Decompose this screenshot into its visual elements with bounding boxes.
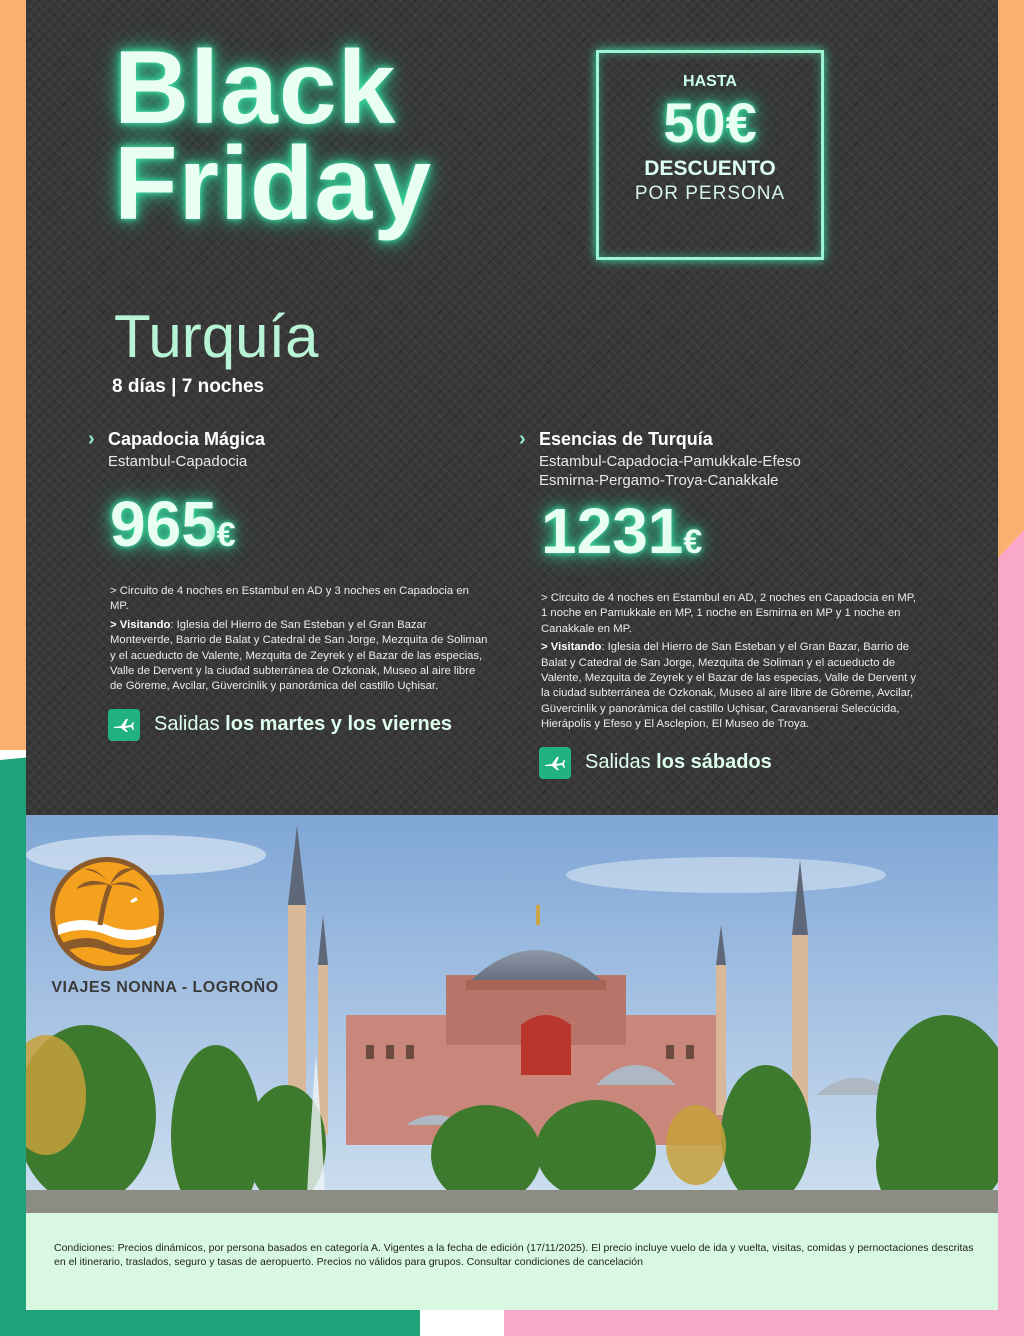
route-header	[519, 426, 919, 490]
title-line-2: Friday	[114, 126, 433, 242]
agency-logo	[48, 855, 282, 997]
airplane-icon	[539, 747, 571, 779]
price-value: 965	[110, 488, 217, 560]
visiting-list: : Iglesia del Hierro de San Esteban y el Gran Bazar, Barrio de Balat y Catedral de San Jorge, Mezquita de Soliman y el acueducto de Valente, Mezquita de Zeyrek y el Bazar de las especias, Valle de Dervent y la ciudad subterránea de Ozkonak, Museo al aire libre de Göreme, Avcilar, Güvercinlik y panorámica del castillo Uçhisar, Caravanserai Selecúcida, Hierápolis y Efeso y El Asclepion, El Museo de Troya.	[541, 641, 917, 731]
route-details	[541, 591, 919, 733]
price-value: 1231	[541, 495, 684, 567]
circuit-text: > Circuito de 4 noches en Estambul en AD y 3 noches en Capadocia en MP.	[110, 585, 469, 613]
route-price	[541, 496, 919, 577]
departure-info	[539, 747, 919, 779]
departure-days: los sábados	[656, 751, 772, 774]
route-name: Esencias de Turquía	[539, 429, 713, 449]
departure-prefix: Salidas	[154, 713, 220, 736]
destination-country: Turquía	[114, 303, 319, 370]
route-name: Capadocia Mágica	[108, 429, 266, 449]
title-line-1: Black	[114, 30, 397, 146]
discount-badge	[596, 50, 824, 260]
departure-info	[108, 709, 488, 741]
route-stops: Estambul-Capadocia	[108, 453, 248, 470]
chevron-right-icon: ›	[519, 428, 526, 450]
route-header	[88, 426, 488, 471]
discount-sublabel: POR PERSONA	[634, 183, 786, 204]
trip-duration: 8 días | 7 noches	[112, 376, 265, 397]
conditions-footer	[26, 1213, 998, 1310]
flyer-card	[26, 0, 998, 1310]
palm-tree-logo-icon	[48, 855, 166, 973]
price-currency: €	[216, 516, 236, 554]
route-card-capadocia	[88, 426, 488, 741]
hagia-sophia-photo	[26, 815, 998, 1213]
departure-text	[585, 751, 772, 774]
departure-days: los martes y los viernes	[225, 713, 452, 736]
conditions-text: Condiciones: Precios dinámicos, por persona basados en categoría A. Vigentes a la fecha de edición (17/11/2025). El precio incluye vuelo de ida y vuelta, visitas, comidas y pernoctaciones descritas en el itinerario, traslados, seguro y tasas de aeropuerto. Precios no válidos para grupos. Consultar condiciones de cancelación	[54, 1242, 974, 1268]
route-stops-line-2: Esmirna-Pergamo-Troya-Canakkale	[539, 472, 779, 489]
discount-amount: 50€	[663, 91, 757, 154]
circuit-text: > Circuito de 4 noches en Estambul en AD, 2 noches en Capadocia en MP, 1 noche en Pamukkale en MP, 1 noche en Esmirna en MP y 1 noche en Canakkale en MP.	[541, 592, 917, 635]
route-details	[110, 584, 488, 695]
visiting-label: > Visitando	[110, 618, 171, 631]
dark-panel	[26, 0, 998, 815]
airplane-icon	[108, 709, 140, 741]
route-price	[110, 489, 488, 570]
departure-text	[154, 713, 452, 736]
discount-prefix: HASTA	[683, 73, 737, 90]
visiting-list: : Iglesia del Hierro de San Esteban y el Gran Bazar Monteverde, Barrio de Balat y Catedral de San Jorge, Mezquita de Soliman y el acueducto de Valente, Mezquita de Zeyrek y el Bazar de las especias, Valle de Dervent y la ciudad subterránea de Ozkonak, Museo al aire libre de Göreme, Avcilar, Güvercinlik y panorámica del castillo Uçhisar.	[110, 618, 488, 693]
chevron-right-icon: ›	[88, 428, 95, 450]
visiting-label: > Visitando	[541, 641, 602, 654]
discount-label: DESCUENTO	[644, 157, 776, 180]
agency-name: VIAJES NONNA - LOGROÑO	[51, 979, 279, 996]
route-card-esencias	[519, 426, 919, 779]
price-currency: €	[683, 523, 703, 561]
departure-prefix: Salidas	[585, 751, 651, 774]
black-friday-title	[114, 30, 433, 242]
visiting-text	[541, 640, 919, 732]
route-stops-line-1: Estambul-Capadocia-Pamukkale-Efeso	[539, 453, 801, 470]
visiting-text	[110, 618, 488, 695]
